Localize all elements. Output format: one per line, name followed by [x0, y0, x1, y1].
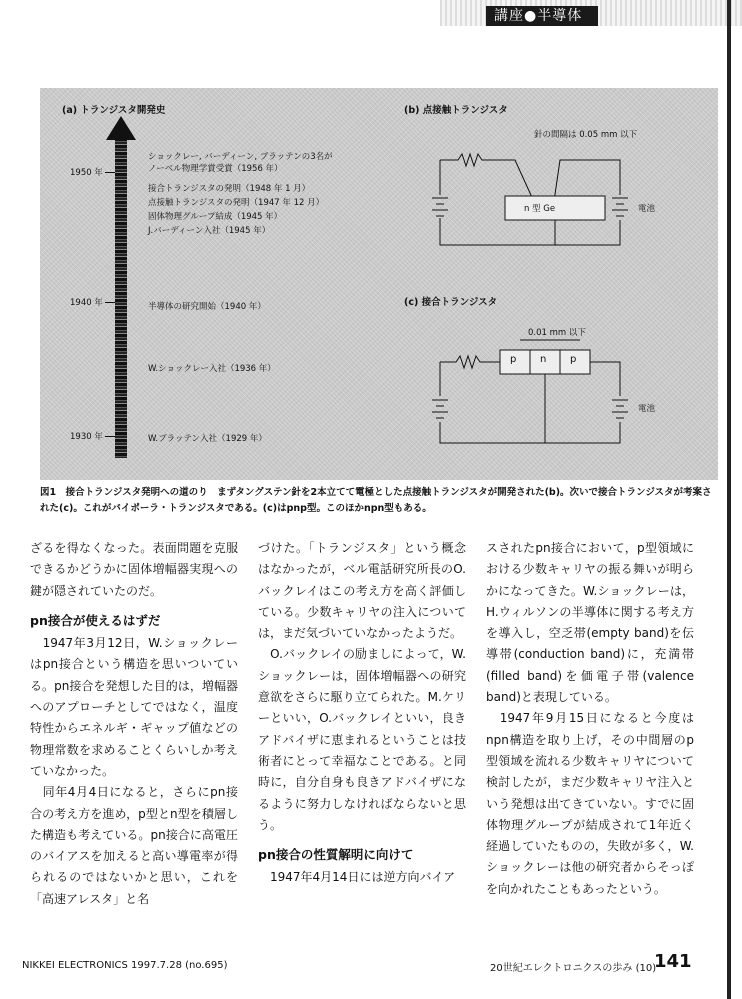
junction-width-note: 0.01 mm 以下	[528, 328, 586, 338]
region-p2: p	[570, 354, 577, 365]
battery-label-c: 電池	[638, 404, 656, 414]
event-text: ノーベル物理学賞受賞（1956 年）	[148, 164, 283, 174]
junction-circuit	[420, 338, 650, 448]
caption-text: まずタングステン針を2本立てて電極とした点接触トランジスタが開発された(b)。次いで接合トランジスタが考案された(c)。これがバイポーラ・トランジスタである。(c)はpnp型。このほかnpn型もある。	[40, 487, 712, 514]
event-text: W.ブラッテン入社（1929 年）	[148, 434, 267, 444]
region-n: n	[540, 354, 547, 365]
column-1	[30, 538, 238, 910]
paragraph: 同年4月4日になると，さらにpn接合の考え方を進め，p型とn型を積層した構造も考えている。pn接合に高電圧のバイアスを加えると高い導電率が得られるのではないかと思い，これを「高速アレスタ」と名	[30, 785, 238, 906]
paragraph: O.バックレイの励ましによって，W.ショックレーは，固体増幅器への研究意欲をさらに駆り立てられた。M.ケリーといい，O.バックレイといい，良きアドバイザに恵まれるということは技術者にとって幸福なことである。と同時に，自分自身も良きアドバイザになるように努力しなければならないと思う。	[258, 647, 466, 832]
panel-b-title: (b) 点接触トランジスタ	[404, 105, 508, 116]
panel-a-title: (a) トランジスタ開発史	[62, 105, 166, 116]
figure-caption	[40, 485, 720, 517]
caption-label: 図1 接合トランジスタ発明への道のり	[40, 487, 208, 498]
paragraph: ざるを得なくなった。表面問題を克服できるかどうかに固体増幅器実現への鍵が隠されていたのだ。	[30, 541, 238, 598]
page-number: 141	[654, 951, 692, 972]
battery-label-b: 電池	[638, 204, 656, 214]
figure-1	[40, 88, 718, 480]
year-1940: 1940 年	[70, 296, 115, 308]
year-1930: 1930 年	[70, 430, 115, 442]
event-text: 点接触トランジスタの発明（1947 年 12 月）	[148, 198, 325, 208]
paragraph: づけた。「トランジスタ」という概念はなかったが，ベル電話研究所長のO.バックレイはこの考え方を高く評価している。少数キャリヤの注入については，まだ気づいていなかったようだ。	[258, 541, 466, 641]
page-edge-rule	[727, 0, 731, 999]
event-text: 接合トランジスタの発明（1948 年 1 月）	[148, 184, 311, 194]
column-2	[258, 538, 466, 889]
paragraph: 1947年3月12日，W.ショックレーはpn接合という構造を思いついている。pn接合を発想した目的は，増幅器へのアプローチとしてではなく，温度特性からエネルギ・ギャップ値などの物理常数を求めることくらいしか考えていなかった。	[30, 636, 238, 778]
panel-c-title: (c) 接合トランジスタ	[404, 297, 498, 308]
timeline-bar	[115, 138, 127, 458]
timeline-arrow-icon	[106, 116, 136, 140]
event-text: 半導体の研究開始（1940 年）	[148, 302, 266, 312]
point-contact-circuit	[420, 140, 650, 250]
column-3	[486, 538, 694, 900]
event-text: W.ショックレー入社（1936 年）	[148, 364, 276, 374]
needle-gap-note: 針の間隔は 0.05 mm 以下	[534, 130, 638, 140]
paragraph: 1947年4月14日には逆方向バイア	[258, 870, 456, 885]
footer-publication: NIKKEI ELECTRONICS 1997.7.28 (no.695)	[22, 960, 228, 971]
section-heading: pn接合が使えるはずだ	[30, 612, 161, 628]
event-text: ショックレー, バーディーン, ブラッテンの3名が	[148, 152, 333, 162]
event-text: J.バーディーン入社（1945 年）	[148, 226, 271, 236]
material-label: n 型 Ge	[524, 204, 556, 214]
footer-series: 20世紀エレクトロニクスの歩み (10)	[490, 963, 657, 974]
region-p1: p	[510, 354, 517, 365]
section-tab: 講座●半導体	[486, 6, 598, 26]
section-heading: pn接合の性質解明に向けて	[258, 847, 414, 863]
event-text: 固体物理グループ結成（1945 年）	[148, 212, 283, 222]
paragraph: スされたpn接合において，p型領域における少数キャリヤの振る舞いが明らかになってきた。W.ショックレーは，H.ウィルソンの半導体に関する考え方を導入し，空乏帯(empty band)を伝導帯(conduction band)に，充満帯(filled band)を価電子帯(valence band)と表現している。	[486, 541, 694, 705]
paragraph: 1947年9月15日になると今度はnpn構造を取り上げ，その中間層のp型領域を流れる少数キャリヤについて検討したが，まだ少数キャリヤ注入という発想は出てきていない。すでに固体物理グループが結成されて1年近く経過していたものの，失敗が多く，W.ショックレーは他の研究者からそっぽを向かれたこともあったという。	[486, 711, 694, 896]
year-1950: 1950 年	[70, 166, 115, 178]
